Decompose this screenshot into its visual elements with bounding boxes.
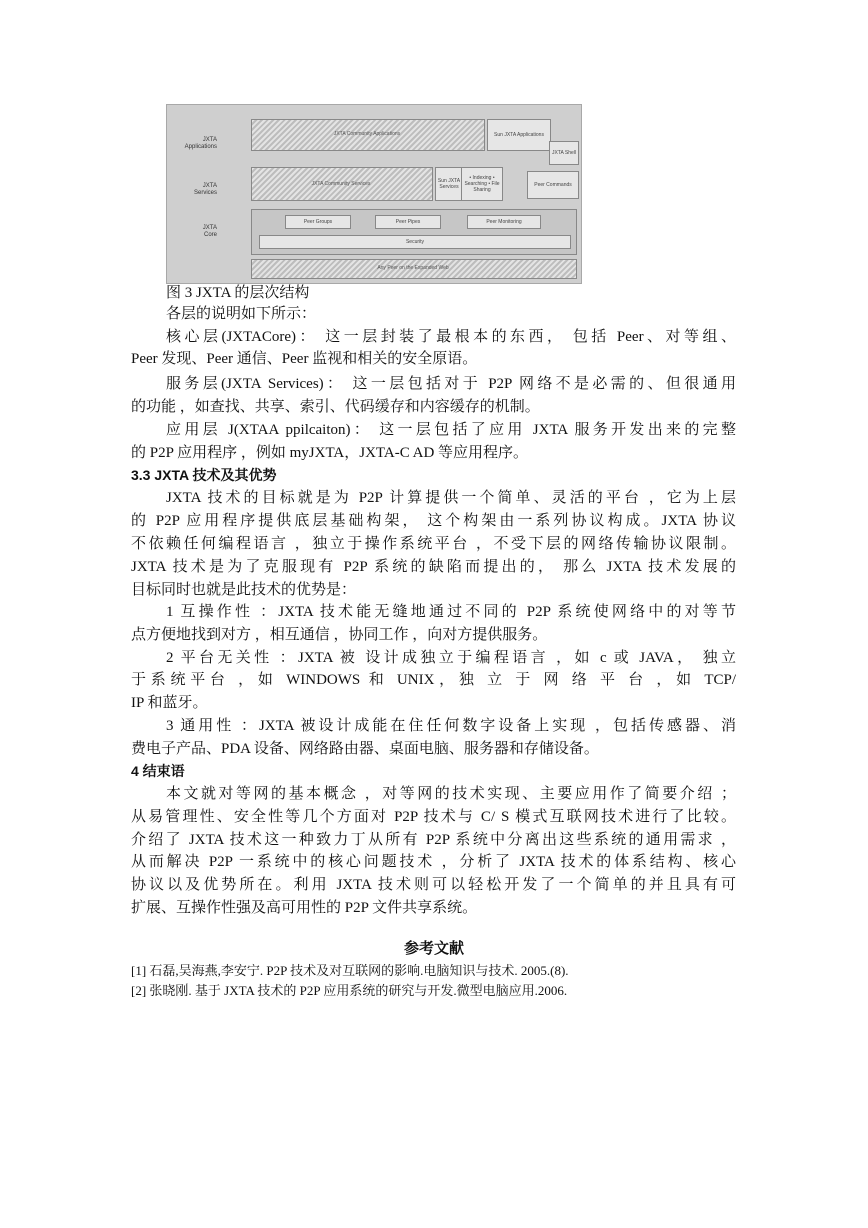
text-line-3: Peer 发现、Peer 通信、Peer 监视和相关的安全原语。 xyxy=(131,351,478,367)
text-line-25: 从而解决 P2P 一系统中的核心问题技术 ，分析了 JXTA 技术的体系结构、核心 xyxy=(131,854,736,870)
section-heading-3-3: 3.3 JXTA 技术及其优势 xyxy=(131,467,277,483)
text-line-26: 协议以及优势所在。利用 JXTA 技术则可以轻松开发了一个简单的并且具有可 xyxy=(131,877,736,893)
text-line-9: JXTA 技术的目标就是为 P2P 计算提供一个简单、灵活的平台 ，它为上层 xyxy=(166,490,736,506)
peer-pipes-box: Peer Pipes xyxy=(375,215,441,229)
sun-applications-box: Sun JXTA Applications xyxy=(487,119,551,151)
layer-label-services: JXTA Services xyxy=(193,183,217,196)
layer-label-core: JXTA Core xyxy=(202,225,217,238)
shell-box: JXTA Shell xyxy=(549,141,579,165)
text-line-22: 本文就对等网的基本概念 ，对等网的技术实现、主要应用作了简要介绍 ； xyxy=(166,786,736,802)
text-line-15: 点方便地找到对方 ，相互通信 ，协同工作 ，向对方提供服务。 xyxy=(131,627,548,643)
text-line-11: 不依赖任何编程语言 ，独立于操作系统平台 ，不受下层的网络传输协议限制。 xyxy=(131,536,736,552)
community-services-label: JXTA Community Services xyxy=(311,181,371,187)
peer-groups-box: Peer Groups xyxy=(285,215,351,229)
text-line-2: 核心层(JXTACore)： 这一层封装了最根本的东西， 包括 Peer、对等组、 xyxy=(166,329,736,345)
text-line-24: 介绍了 JXTA 技术这一种致力丁从所有 P2P 系统中分离出这些系统的通用需求 ， xyxy=(131,832,736,848)
text-line-19: 3 通用性 ：JXTA 被设计成能在住任何数字设备上实现 ，包括传感器、消 xyxy=(166,718,736,734)
text-line-13: 目标同时也就是此技术的优势是： xyxy=(131,582,357,598)
text-line-23: 从易管理性、安全性等几个方面对 P2P 技术与 C/ S 模式互联网技术进行了比较。 xyxy=(131,809,736,825)
text-line-16: 2 平台无关性 ：JXTA 被 设计成独立于编程语言 ，如 c 或 JAVA， 独立 xyxy=(166,650,736,666)
text-line-7: 的 P2P 应用程序 ，例如 myJXTA，JXTA-C AD 等应用程序。 xyxy=(131,445,529,461)
section-heading-4: 4 结束语 xyxy=(131,763,185,779)
text-line-4: 服务层(JXTA Services)： 这一层包括对于 P2P 网络不是必需的、但很通用 xyxy=(166,376,736,392)
references-title: 参考文献 xyxy=(403,941,464,957)
community-applications-label: JXTA Community Applications xyxy=(333,131,401,137)
jxta-layer-figure xyxy=(166,104,582,284)
text-line-5: 的功能 ，如查找、共享、索引、代码缓存和内容缓存的机制。 xyxy=(131,399,540,415)
reference-item-1: [1] 石磊,吴海燕,李安宁. P2P 技术及对互联网的影响.电脑知识与技术. 2005.(8). xyxy=(131,963,569,978)
text-line-12: JXTA 技术是为了克服现有 P2P 系统的缺陷而提出的， 那么 JXTA 技术发展的 xyxy=(131,559,736,575)
sun-services-box: Sun JXTA Services xyxy=(435,167,463,201)
figure-caption: 图 3 JXTA 的层次结构 xyxy=(166,285,310,301)
layer-label-applications: JXTA Applications xyxy=(184,137,217,150)
text-line-6: 应用层 J(XTAA ppilcaiton)： 这一层包括了应用 JXTA 服务开发出来的完整 xyxy=(166,422,736,438)
services-list-box: • Indexing • Searching • File Sharing xyxy=(461,167,503,201)
text-line-20: 费电子产品、PDA 设备、网络路由器、桌面电脑、服务器和存储设备。 xyxy=(131,741,599,757)
reference-item-2: [2] 张晓刚. 基于 JXTA 技术的 P2P 应用系统的研究与开发.微型电脑应用.2006. xyxy=(131,983,568,998)
text-line-27: 扩展、互操作性强及高可用性的 P2P 文件共享系统。 xyxy=(131,900,478,916)
expanded-web-label: Any Peer on the Expanded Web xyxy=(377,265,449,271)
text-line-14: 1 互操作性 ：JXTA 技术能无缝地通过不同的 P2P 系统使网络中的对等节 xyxy=(166,604,736,620)
peer-commands-box: Peer Commands xyxy=(527,171,579,199)
text-line-1: 各层的说明如下所示： xyxy=(166,306,317,322)
text-line-18: IP 和蓝牙。 xyxy=(131,695,208,711)
security-box: Security xyxy=(259,235,571,249)
peer-monitoring-box: Peer Monitoring xyxy=(467,215,541,229)
text-line-10: 的 P2P 应用程序提供底层基础构架， 这个构架由一系列协议构成。JXTA 协议 xyxy=(131,513,736,529)
text-line-17: 于系统平台 ，如 WINDOWS 和 UNIX，独 立 于 网 络 平 台 ，如 TCP/ xyxy=(131,672,736,688)
